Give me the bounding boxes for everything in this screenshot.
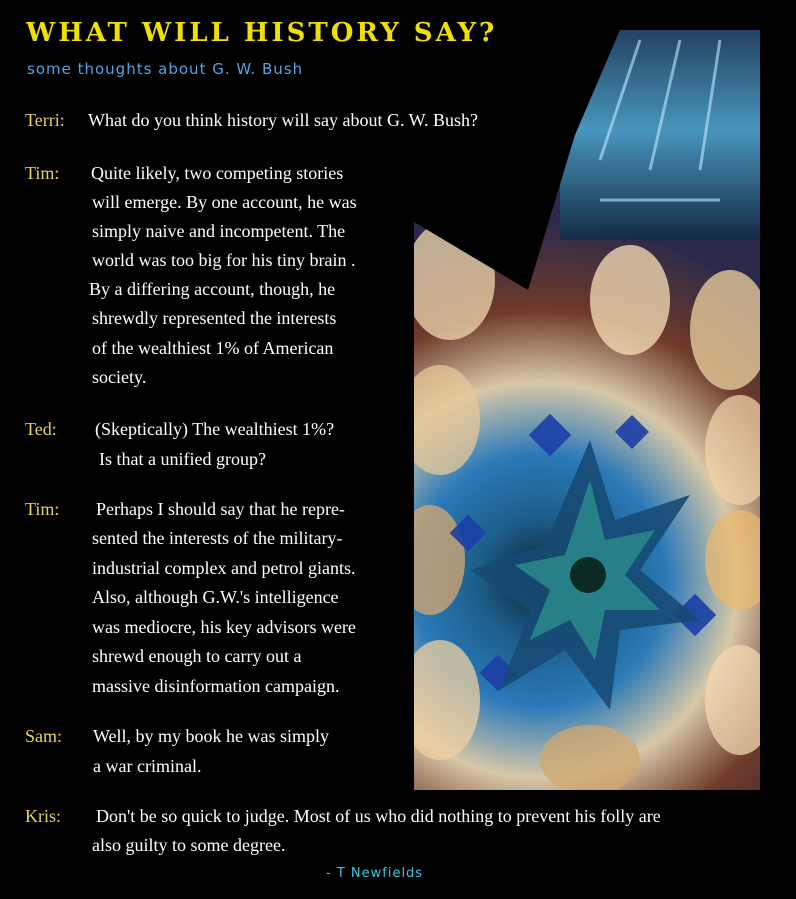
dialogue-line: of the wealthiest 1% of American	[92, 338, 334, 358]
dialogue-line: Well, by my book he was simply	[93, 726, 330, 746]
dialogue-line: sented the interests of the military-	[92, 528, 343, 548]
page-title: WHAT WILL HISTORY SAY?	[26, 18, 498, 48]
speaker-label: Ted:	[25, 419, 57, 439]
dialogue-line: society.	[92, 367, 147, 387]
page-subtitle: some thoughts about G. W. Bush	[27, 60, 304, 78]
dialogue-line: (Skeptically) The wealthiest 1%?	[95, 419, 335, 439]
dialogue-line: a war criminal.	[93, 756, 202, 776]
dialogue-line: Quite likely, two competing stories	[91, 163, 344, 183]
dialogue-line: industrial complex and petrol giants.	[92, 558, 356, 578]
speaker-label: Terri:	[25, 110, 65, 130]
dialogue-line: shrewdly represented the interests	[92, 308, 337, 328]
speaker-label: Sam:	[25, 726, 63, 746]
dialogue-line: What do you think history will say about G. W. Bush?	[88, 110, 478, 130]
dialogue-line: was mediocre, his key advisors were	[92, 617, 356, 637]
dialogue-line: Perhaps I should say that he repre-	[96, 499, 345, 519]
dialogue-line: By a differing account, though, he	[89, 279, 336, 299]
dialogue-line: world was too big for his tiny brain .	[92, 250, 356, 270]
dialogue-line: also guilty to some degree.	[92, 835, 286, 855]
dialogue-line: will emerge. By one account, he was	[92, 192, 357, 212]
dialogue-line: shrewd enough to carry out a	[92, 646, 302, 666]
dialogue-line: simply naive and incompetent. The	[92, 221, 346, 241]
speaker-label: Tim:	[25, 499, 60, 519]
dialogue-line: Is that a unified group?	[99, 449, 266, 469]
dialogue-line: Also, although G.W.'s intelligence	[92, 587, 339, 607]
speaker-label: Tim:	[25, 163, 60, 183]
dialogue-line: Don't be so quick to judge. Most of us who did nothing to prevent his folly are	[96, 806, 661, 826]
dialogue-line: massive disinformation campaign.	[92, 676, 340, 696]
author-credit: - T Newfields	[326, 866, 424, 881]
speaker-label: Kris:	[25, 806, 61, 826]
